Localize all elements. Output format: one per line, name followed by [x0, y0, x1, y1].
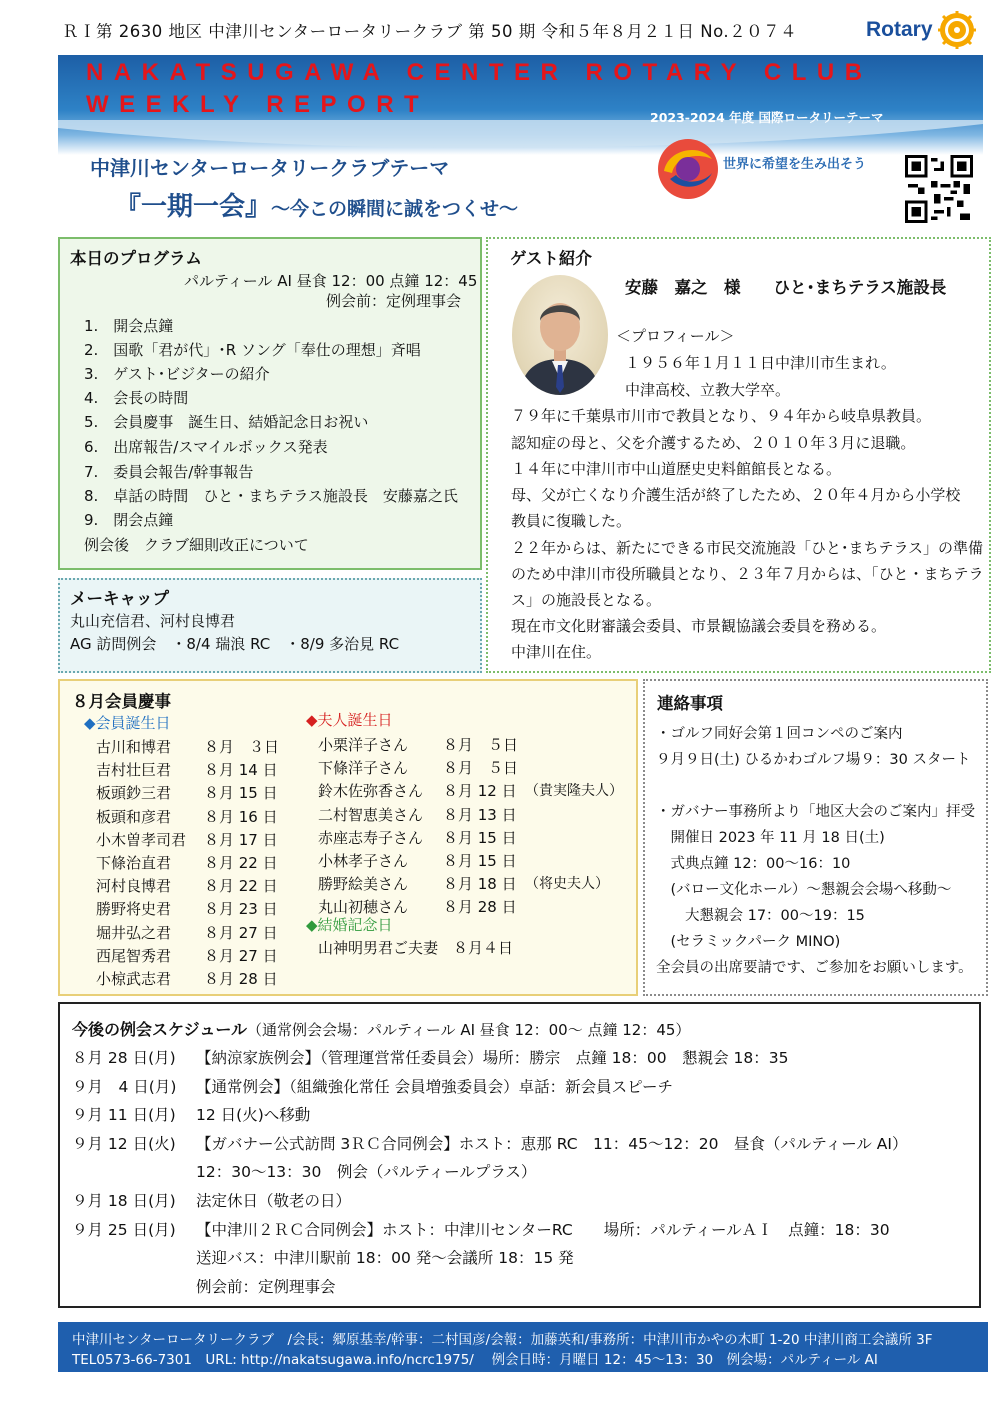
spouse-birthday-date: ８月 ５日 [443, 759, 519, 778]
program-pre-meeting: 例会前：定例理事会 [326, 292, 462, 310]
member-birthday-date: ８月 22 日 [204, 854, 278, 872]
notice-line: ・ガバナー事務所より「地区大会のご案内」拝受 [656, 804, 975, 820]
schedule-title-note: （通常例会会場：パルティール AI 昼食 12：00～ 点鐘 12：45） [247, 1021, 691, 1039]
schedule-text: 12 日(火)へ移動 [196, 1106, 311, 1125]
spouse-birthday-note: （貴実隆夫人） [525, 783, 623, 800]
spouse-birthday-date: ８月 13 日 [443, 805, 517, 824]
member-birthday-name: 小木曽孝司君 [96, 830, 187, 849]
spouse-birthday-name: 小林孝子さん [318, 852, 409, 870]
member-birthday-date: ８月 23 日 [204, 900, 278, 919]
footer-line: 中津川センターロータリークラブ /会長：郷原基幸/幹事：二村国彦/会報：加藤英和/事務所：中津川市かやの木町 1-20 中津川商工会議所 3F [72, 1332, 933, 1348]
guest-profile-line: ７９年に千葉県市川市で教員となり、９４年から岐阜県教員。 [511, 407, 932, 425]
member-birthday-date: ８月 22 日 [204, 877, 278, 896]
spouse-birthday-date: ８月 28 日 [443, 898, 517, 917]
banner-title-line1: NAKATSUGAWA CENTER ROTARY CLUB [86, 59, 873, 86]
member-birthday-name: 吉村壮巨君 [96, 761, 172, 780]
member-birthday-name: 西尾智秀君 [96, 946, 172, 965]
schedule-date: ９月 12 日(火) [72, 1134, 176, 1153]
schedule-text: 【中津川２ＲＣ合同例会】ホスト：中津川センターRC 場所：パルティールＡＩ 点鐘：18：30 [196, 1220, 890, 1239]
makeup-line: 丸山充信君、河村良博君 [70, 612, 236, 630]
program-item: 8. 卓話の時間 ひと・まちテラス施設長 安藤嘉之氏 [84, 487, 458, 505]
member-birthday-name: 堀井弘之君 [96, 923, 172, 942]
schedule-date: ９月 18 日(月) [72, 1192, 176, 1210]
member-birthday-name: 古川和博君 [96, 738, 172, 756]
program-venue: パルティール AI 昼食 12：00 点鐘 12：45 [184, 272, 478, 290]
notice-line: ・ゴルフ同好会第１回コンペのご案内 [656, 726, 903, 742]
member-birthday-date: ８月 28 日 [204, 970, 278, 988]
member-birthday-name: 板頭鈔三君 [96, 784, 172, 803]
schedule-text: 【通常例会】（組織強化常任 会員増強委員会）卓話：新会員スピーチ [196, 1077, 674, 1096]
notice-line: (バロー文化ホール）～懇親会会場へ移動～ [656, 882, 952, 898]
member-birthday-name: 小椋武志君 [96, 970, 172, 988]
guest-profile-line: 中津川在住。 [511, 643, 602, 661]
member-birthday-name: 下條治直君 [96, 854, 172, 872]
guest-profile-line: 中津高校、立教大学卒。 [625, 381, 791, 399]
member-birthday-date: ８月 17 日 [204, 830, 278, 849]
member-birthday-name: 河村良博君 [96, 877, 172, 896]
member-birthday-date: ８月 16 日 [204, 807, 278, 826]
member-birthday-date: ８月 14 日 [204, 761, 278, 780]
august-title: ８月会員慶事 [72, 692, 171, 711]
makeup-line: AG 訪問例会 ・8/4 瑞浪 RC ・8/9 多治見 RC [70, 635, 400, 653]
member-birthday-date: ８月 ３日 [204, 738, 280, 756]
program-item: 7. 委員会報告/幹事報告 [84, 463, 254, 481]
schedule-text: 送迎バス：中津川駅前 18：00 発～会議所 18：15 発 [196, 1249, 574, 1268]
member-birthday-name: 板頭和彦君 [96, 807, 172, 826]
schedule-text: 12：30～13：30 例会（パルティールプラス） [196, 1163, 537, 1182]
guest-profile-line: １９５６年１月１１日中津川市生まれ。 [625, 354, 896, 372]
spouse-birthday-name: 小栗洋子さん [318, 736, 409, 754]
program-item: 1. 開会点鐘 [84, 317, 174, 335]
guest-profile-line: 認知症の母と、父を介護するため、２０１０年３月に退職。 [511, 434, 916, 452]
member-birthday-name: 勝野将史君 [96, 900, 172, 919]
notice-line: (セラミックパーク MINO) [656, 934, 841, 950]
member-birthday-date: ８月 27 日 [204, 946, 278, 965]
program-title: 本日のプログラム [70, 249, 202, 268]
spouse-birthday-date: ８月 15 日 [443, 852, 517, 870]
footer-line: TEL0573-66-7301 URL: http://nakatsugawa.info/ncrc1975/ 例会日時：月曜日 12：45～13：30 例会場：パルティール AI [72, 1352, 878, 1368]
notice-line: 大懇親会 17：00～19：15 [656, 908, 865, 924]
spouse-birthday-date: ８月 15 日 [443, 828, 517, 847]
notice-line: 式典点鐘 12：00～16：10 [656, 856, 851, 872]
spouse-birthday-name: 丸山初穂さん [318, 898, 409, 917]
program-item: 4. 会長の時間 [84, 389, 189, 407]
schedule-date: ９月 4 日(月) [72, 1077, 177, 1096]
program-item: 2. 国歌「君が代」･R ソング「奉仕の理想」斉唱 [84, 341, 421, 359]
spouse-birthday-name: 勝野絵美さん [318, 875, 409, 894]
issue-header-line: ＲＩ第 2630 地区 中津川センターロータリークラブ 第 50 期 令和５年８月２１日 No.２０７４ [62, 22, 798, 41]
club-theme-subtitle: ～今この瞬間に誠をつくせ～ [271, 198, 519, 220]
spouse-birthday-label: ◆夫人誕生日 [306, 711, 393, 729]
notice-line: ９月９日(土) ひるかわゴルフ場９：30 スタート [656, 752, 971, 768]
banner-title-line2: WEEKLY REPORT [86, 91, 430, 118]
club-theme-label: 中津川センターロータリークラブテーマ [90, 156, 450, 180]
qr-code-icon[interactable] [905, 155, 973, 223]
schedule-title: 今後の例会スケジュール [72, 1020, 248, 1039]
rotary-wordmark: Rotary [866, 18, 933, 41]
schedule-text: 【ガバナー公式訪問 3ＲＣ合同例会】ホスト：恵那 RC 11：45～12：20 昼食（パルティール AI） [196, 1134, 908, 1153]
guest-profile-line: 母、父が亡くなり介護生活が終了したため、２０年４月から小学校 [511, 486, 961, 504]
footer [58, 1322, 988, 1372]
spouse-birthday-date: ８月 ５日 [443, 736, 519, 754]
guest-profile-line: 現在市文化財審議会委員、市景観協議会委員を務める。 [511, 617, 887, 635]
makeup-title: メーキャップ [70, 589, 169, 608]
guest-name: 安藤 嘉之 様 ひと･まちテラス施設長 [625, 278, 947, 297]
schedule-date: ８月 28 日(月) [72, 1049, 176, 1067]
spouse-birthday-date: ８月 18 日 [443, 875, 517, 894]
schedule-header [72, 1017, 690, 1040]
program-item: 6. 出席報告/スマイルボックス発表 [84, 438, 328, 456]
schedule-text: 例会前：定例理事会 [196, 1277, 336, 1296]
spouse-birthday-name: 二村智恵美さん [318, 805, 424, 824]
guest-profile-line: 教員に復職した。 [511, 512, 632, 530]
anniversary-label: ◆結婚記念日 [306, 916, 393, 934]
guest-profile-line: ２２年からは、新たにできる市民交流施設「ひと･まちテラス」の準備 [511, 539, 984, 557]
program-item: 5. 会員慶事 誕生日、結婚記念日お祝い [84, 413, 369, 431]
program-item: 9. 閉会点鐘 [84, 511, 174, 529]
member-birthday-date: ８月 15 日 [204, 784, 278, 803]
spouse-birthday-name: 下條洋子さん [318, 759, 409, 778]
spouse-birthday-date: ８月 12 日 [443, 782, 517, 801]
schedule-date: ９月 25 日(月) [72, 1220, 176, 1239]
spouse-birthday-name: 鈴木佐弥香さん [318, 782, 424, 801]
guest-photo [512, 275, 608, 395]
notice-line: 全会員の出席要請です、ご参加をお願いします。 [656, 960, 973, 976]
rotary-logo [866, 10, 977, 50]
schedule-text: 法定休日（敬老の日） [196, 1192, 352, 1210]
guest-profile-line: ス」の施設長となる。 [511, 591, 662, 609]
schedule-date: ９月 11 日(月) [72, 1106, 176, 1125]
schedule-text: 【納涼家族例会】（管理運営常任委員会）場所：勝宗 点鐘 18：00 懇親会 18：35 [196, 1049, 789, 1067]
spouse-birthday-note: （将史夫人） [525, 876, 609, 893]
club-theme [115, 186, 518, 223]
ri-theme-label: 2023-2024 年度 国際ロータリーテーマ [650, 110, 884, 125]
guest-profile-label: ＜プロフィール＞ [616, 327, 735, 345]
ri-slogan: 世界に希望を生み出そう [723, 157, 867, 172]
member-birthday-date: ８月 27 日 [204, 923, 278, 942]
ri-theme-logo-icon [654, 135, 722, 203]
club-theme-title: 『一期一会』 [115, 192, 272, 222]
rotary-wheel-icon [937, 10, 977, 50]
notices-title: 連絡事項 [657, 694, 723, 713]
program-after-note: 例会後 クラブ細則改正について [84, 536, 309, 554]
notice-line: 開催日 2023 年 11 月 18 日(土) [656, 830, 885, 846]
anniversary-line: 山神明男君ご夫妻 ８月４日 [318, 939, 514, 957]
spouse-birthday-name: 赤座志寿子さん [318, 828, 424, 847]
guest-profile-line: のため中津川市役所職員となり、２３年７月からは、「ひと・まちテラ [511, 565, 984, 583]
program-item: 3. ゲスト･ビジターの紹介 [84, 365, 270, 383]
guest-profile-line: １４年に中津川市中山道歴史史料館館長となる。 [511, 460, 842, 478]
member-birthday-label: ◆会員誕生日 [84, 714, 171, 732]
guest-title: ゲスト紹介 [510, 249, 592, 268]
